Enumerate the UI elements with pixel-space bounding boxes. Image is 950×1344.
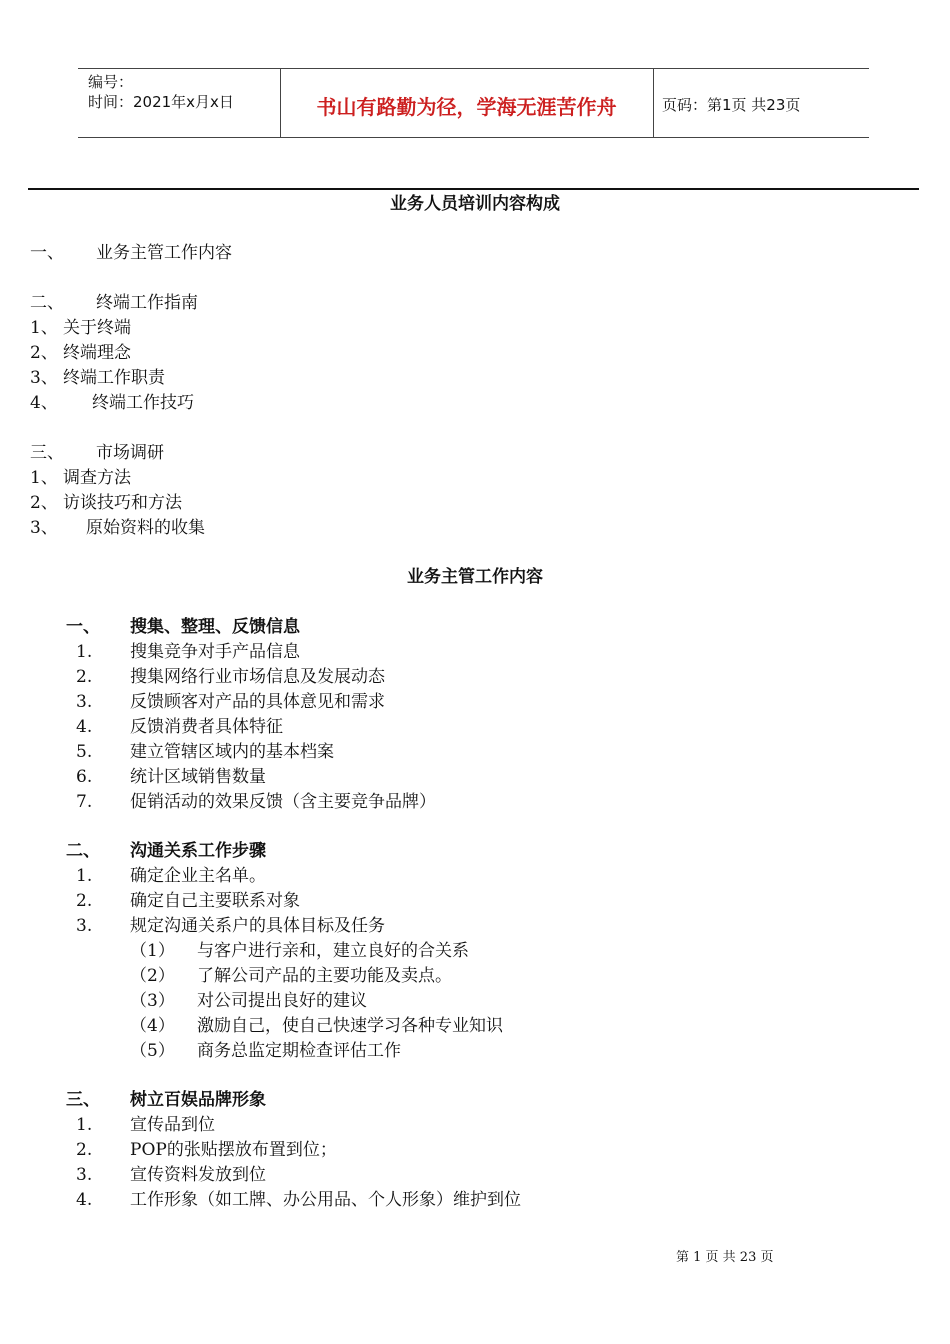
item-num: 1.: [76, 642, 93, 662]
toc-num: 一、: [30, 243, 64, 263]
item-num: 4.: [76, 717, 93, 737]
toc-text: 业务主管工作内容: [96, 243, 232, 263]
subitem-num: （3）: [130, 991, 175, 1011]
toc-num: 2、: [30, 343, 58, 363]
item-text: 搜集网络行业市场信息及发展动态: [130, 667, 385, 687]
page-footer: 第 1 页 共 23 页: [676, 1250, 774, 1265]
section-num: 一、: [66, 617, 100, 637]
section-heading: 沟通关系工作步骤: [130, 841, 266, 861]
number-label: 编号：: [88, 73, 134, 91]
item-num: 7.: [76, 792, 93, 812]
subitem-num: （4）: [130, 1016, 175, 1036]
item-num: 6.: [76, 767, 93, 787]
toc-text: 终端工作职责: [63, 368, 165, 388]
item-text: 统计区域销售数量: [130, 767, 266, 787]
toc-text: 关于终端: [63, 318, 131, 338]
item-text: 宣传品到位: [130, 1115, 215, 1135]
item-text: 建立管辖区域内的基本档案: [130, 742, 334, 762]
section-heading: 搜集、整理、反馈信息: [130, 617, 300, 637]
subitem-text: 商务总监定期检查评估工作: [197, 1041, 401, 1061]
page-code: 页码：第1页 共23页: [662, 96, 801, 114]
section-heading: 树立百娱品牌形象: [130, 1090, 266, 1110]
item-num: 3.: [76, 692, 93, 712]
item-num: 4.: [76, 1190, 93, 1210]
toc-num: 1、: [30, 318, 58, 338]
subitem-num: （5）: [130, 1041, 175, 1061]
toc-num: 1、: [30, 468, 58, 488]
item-num: 1.: [76, 866, 93, 886]
item-num: 3.: [76, 1165, 93, 1185]
subitem-text: 与客户进行亲和，建立良好的合关系: [197, 941, 469, 961]
toc-text: 终端工作技巧: [92, 393, 194, 413]
header-info-cell: [78, 69, 281, 137]
item-num: 2.: [76, 1140, 93, 1160]
motto: 书山有路勤为径，学海无涯苦作舟: [316, 95, 617, 119]
subitem-num: （2）: [130, 966, 175, 986]
toc-num: 4、: [30, 393, 58, 413]
time-label: 时间：2021年x月x日: [88, 93, 234, 111]
item-num: 2.: [76, 667, 93, 687]
toc-num: 三、: [30, 443, 64, 463]
subitem-text: 激励自己，使自己快速学习各种专业知识: [197, 1016, 503, 1036]
item-text: 确定企业主名单。: [130, 866, 266, 886]
toc-num: 2、: [30, 493, 58, 513]
item-text: POP的张贴摆放布置到位；: [130, 1140, 337, 1160]
toc-text: 原始资料的收集: [86, 518, 205, 538]
subitem-num: （1）: [130, 941, 175, 961]
page-header-table: [78, 68, 869, 138]
item-text: 促销活动的效果反馈（含主要竞争品牌）: [130, 792, 436, 812]
section-title: 业务主管工作内容: [407, 567, 543, 587]
item-text: 确定自己主要联系对象: [130, 891, 300, 911]
toc-text: 终端工作指南: [96, 293, 198, 313]
item-text: 搜集竞争对手产品信息: [130, 642, 300, 662]
toc-num: 二、: [30, 293, 64, 313]
subitem-text: 对公司提出良好的建议: [197, 991, 367, 1011]
section-num: 二、: [66, 841, 100, 861]
header-page-cell: [653, 69, 869, 137]
item-text: 规定沟通关系户的具体目标及任务: [130, 916, 385, 936]
subitem-text: 了解公司产品的主要功能及卖点。: [197, 966, 452, 986]
item-text: 反馈顾客对产品的具体意见和需求: [130, 692, 385, 712]
toc-num: 3、: [30, 368, 58, 388]
toc-text: 终端理念: [63, 343, 131, 363]
item-text: 工作形象（如工牌、办公用品、个人形象）维护到位: [130, 1190, 521, 1210]
doc-title: 业务人员培训内容构成: [390, 194, 560, 214]
item-num: 5.: [76, 742, 93, 762]
section-num: 三、: [66, 1090, 100, 1110]
item-text: 反馈消费者具体特征: [130, 717, 283, 737]
header-motto-cell: [280, 69, 654, 137]
item-text: 宣传资料发放到位: [130, 1165, 266, 1185]
toc-num: 3、: [30, 518, 58, 538]
toc-text: 市场调研: [96, 443, 164, 463]
item-num: 2.: [76, 891, 93, 911]
title-rule: [28, 188, 919, 190]
toc-text: 访谈技巧和方法: [63, 493, 182, 513]
item-num: 1.: [76, 1115, 93, 1135]
item-num: 3.: [76, 916, 93, 936]
toc-text: 调查方法: [63, 468, 131, 488]
